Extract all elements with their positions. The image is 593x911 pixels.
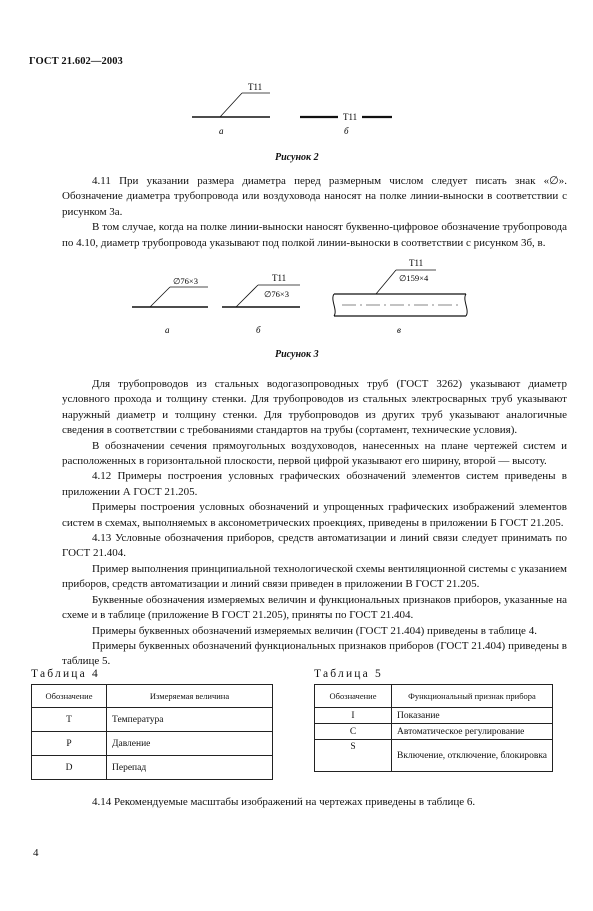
fig3c-sub: в [397, 325, 401, 335]
table-row [315, 740, 553, 772]
fig3c-top-label: T11 [409, 258, 424, 268]
fig2a-sub: а [219, 126, 224, 136]
table5-header-code: Обозначение [315, 685, 392, 708]
body-p5: 4.13 Условные обозначения приборов, средств автоматизации и линий связи следует принимать по ГОСТ 21.404. [62, 532, 567, 560]
body-p7: Буквенные обозначения измеряемых величин и функциональных признаков приборов, указанные на схеме и в таблице (приложение В ГОСТ 21.205), приняты по ГОСТ 21.404. [62, 593, 567, 622]
table-row [32, 756, 273, 780]
fig3a-leader-line [150, 287, 170, 307]
section-4-11-p2: В том случае, когда на полке линии-выноски наносят буквенно-цифровое обозначение трубопровода по 4.10, диаметр трубопровода указывают под полкой линии-выноски в соответствии с рисунком 3б, в. [62, 221, 567, 249]
fig2a-leader-line [220, 93, 242, 117]
fig2b-label: T11 [343, 112, 358, 122]
table5-header-row [315, 685, 553, 708]
table4-cell-value: Температура [107, 708, 273, 732]
table4-caption: Таблица 4 [31, 668, 100, 680]
body-p6: Пример выполнения принципиальной технологической схемы вентиляционной системы с указанием приборов, средств автоматизации и линий связи приведен в приложении В ГОСТ 21.205. [62, 562, 567, 591]
fig3c-bottom-label: ∅159×4 [399, 273, 429, 283]
table4-header-row [32, 685, 273, 708]
table4-cell-code: P [32, 732, 107, 756]
table4-header-quantity: Измеряемая величина [107, 685, 273, 708]
fig3a-label: ∅76×3 [173, 276, 198, 286]
section-4-14-p1: 4.14 Рекомендуемые масштабы изображений на чертежах приведены в таблице 6. [92, 796, 476, 808]
section-4-11 [62, 174, 567, 251]
fig3b-leader-line [236, 285, 258, 307]
fig3c-break-right [465, 294, 467, 316]
table5-cell-code: I [315, 708, 392, 724]
body-p4: Примеры построения условных обозначений и упрощенных графических изображений элементов систем в схемах, выполняемых в аксонометрических проекциях, приведены в приложении Б ГОСТ 21.205. [62, 501, 567, 529]
figure2-a [192, 82, 270, 136]
table4-cell-value: Давление [107, 732, 273, 756]
table4-header-code: Обозначение [32, 685, 107, 708]
table-row [315, 724, 553, 740]
figure3-caption: Рисунок 3 [275, 349, 319, 360]
body-text [62, 377, 567, 670]
fig3c-break-left [333, 294, 335, 316]
body-p8: Примеры буквенных обозначений измеряемых величин (ГОСТ 21.404) приведены в таблице 4. [92, 624, 537, 637]
section-4-14 [62, 795, 567, 810]
fig2b-sub: б [344, 126, 349, 136]
table5-cell-value: Показание [392, 708, 553, 724]
figure2-caption: Рисунок 2 [275, 152, 319, 163]
table4 [31, 684, 273, 780]
table5 [314, 684, 553, 772]
document-header: ГОСТ 21.602—2003 [29, 56, 123, 67]
table-row [32, 708, 273, 732]
body-p1: Для трубопроводов из стальных водогазопроводных труб (ГОСТ 3262) указывают диаметр условного прохода и толщину стенки. Для трубопроводов из стальных электросварных труб указывают наружный диаметр и толщину стенки. Для трубопроводов из других труб указывают аналогичные сведения в соответствии с требованиями стандартов на трубы (сортамент, технические условия). [62, 378, 567, 437]
table-row [315, 708, 553, 724]
table5-cell-value: Автоматическое регулирование [392, 724, 553, 740]
fig3a-sub: а [165, 325, 170, 335]
fig3b-top-label: T11 [272, 273, 287, 283]
figure3-c [333, 258, 467, 335]
table5-header-feature: Функциональный признак прибора [392, 685, 553, 708]
fig3c-leader-line [376, 270, 396, 294]
fig2a-label: T11 [248, 82, 263, 92]
table4-cell-value: Перепад [107, 756, 273, 780]
figure2-b [300, 112, 392, 136]
figure3-a [132, 276, 208, 335]
body-p3: 4.12 Примеры построения условных графических обозначений элементов систем приведены в приложении А ГОСТ 21.205. [62, 470, 567, 498]
table4-cell-code: T [32, 708, 107, 732]
page-number: 4 [33, 847, 39, 859]
section-4-11-p1: 4.11 При указании размера диаметра перед размерным числом следует писать знак «∅». Обозначение диаметра трубопровода или воздуховода наносят на полке линии-выноски в соответствии с рисунком 3а. [62, 175, 567, 218]
fig3b-bottom-label: ∅76×3 [264, 289, 289, 299]
table5-cell-code: S [315, 740, 392, 772]
figure3-b [222, 273, 300, 335]
table5-caption: Таблица 5 [314, 668, 383, 680]
table-row [32, 732, 273, 756]
body-p9: Примеры буквенных обозначений функциональных признаков приборов (ГОСТ 21.404) приведены в таблице 5. [62, 639, 567, 668]
table4-cell-code: D [32, 756, 107, 780]
fig3b-sub: б [256, 325, 261, 335]
table5-cell-code: C [315, 724, 392, 740]
body-p2: В обозначении сечения прямоугольных воздуховодов, нанесенных на плане чертежей систем и расположенных в горизонтальной плоскости, первой цифрой указывают его ширину, второй — высоту. [62, 439, 567, 468]
table5-cell-value: Включение, отключение, блокировка [392, 740, 553, 772]
